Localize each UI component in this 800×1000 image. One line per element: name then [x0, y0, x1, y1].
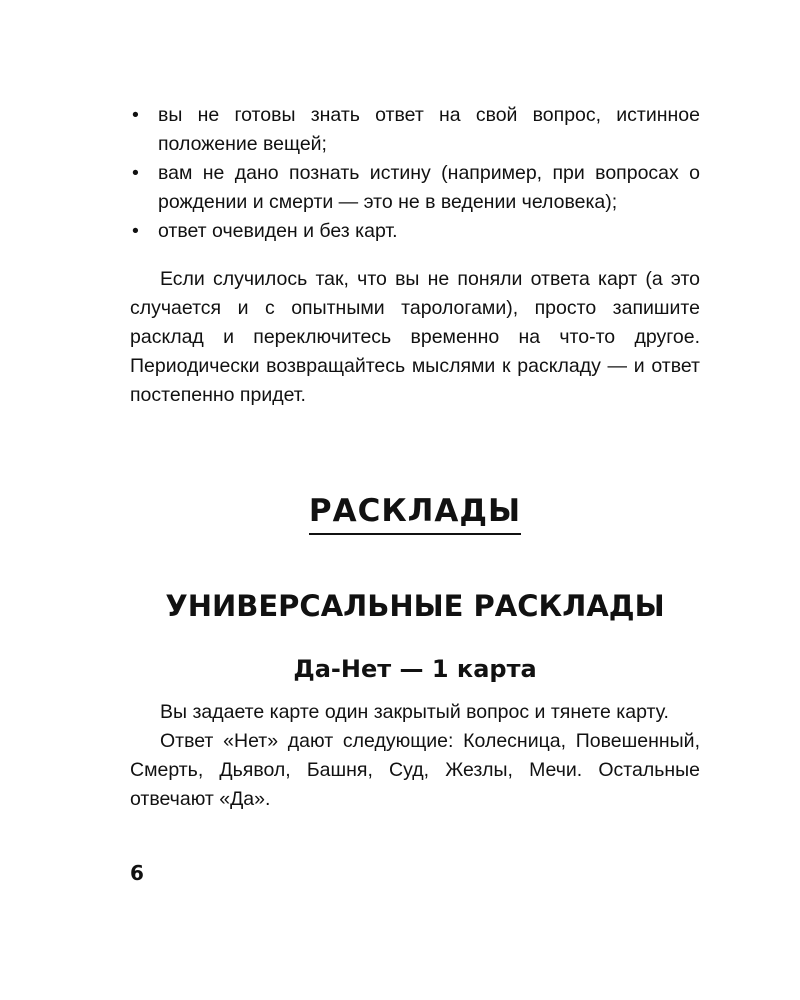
bullet-text: ответ очевиден и без карт. — [158, 220, 398, 242]
spread-description — [130, 698, 700, 814]
reasons-bullet-list — [130, 101, 700, 246]
spread-paragraph: Ответ «Нет» дают следующие: Колесница, Повешенный, Смерть, Дьявол, Башня, Суд, Жезлы, Мечи. Остальные отвечают «Да». — [130, 730, 700, 810]
spread-title: Да-Нет — 1 карта — [293, 655, 537, 683]
bullet-item — [130, 101, 700, 159]
section-title-text: РАСКЛАДЫ — [309, 493, 521, 535]
bullet-text: вы не готовы знать ответ на свой вопрос, истинное положение вещей; — [158, 104, 700, 155]
bullet-item — [130, 159, 700, 217]
bullet-marker: • — [132, 220, 139, 242]
page-number: 6 — [130, 861, 144, 885]
bullet-marker: • — [132, 162, 139, 184]
bullet-marker: • — [132, 104, 139, 126]
subsection-title: УНИВЕРСАЛЬНЫЕ РАСКЛАДЫ — [165, 589, 665, 623]
section-title — [0, 493, 800, 535]
bullet-text: вам не дано познать истину (например, при вопросах о рождении и смерти — это не в ведении человека); — [158, 162, 700, 213]
bullet-item — [130, 217, 700, 246]
intro-paragraph: Если случилось так, что вы не поняли ответа карт (а это случается и с опытными тарологами), просто запишите расклад и переключитесь временно на что-то другое. Периодически возвращайтесь мыслями к раскладу — и ответ постепенно придет. — [130, 268, 700, 406]
spread-paragraph: Вы задаете карте один закрытый вопрос и тянете карту. — [160, 701, 669, 723]
